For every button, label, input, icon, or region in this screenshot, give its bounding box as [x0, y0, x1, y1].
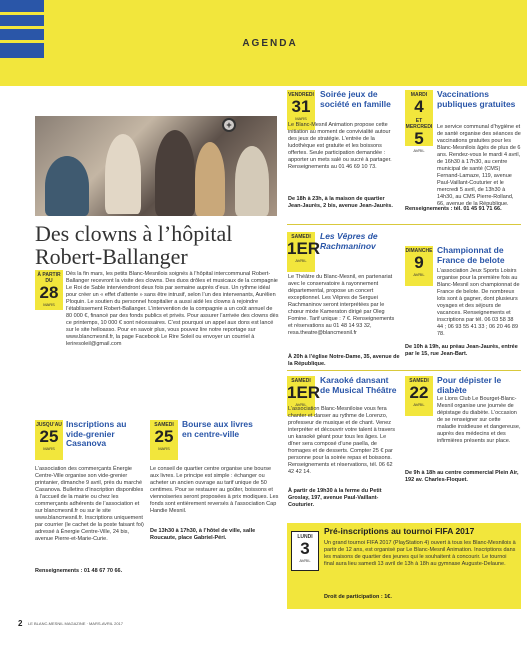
diabete-info: De 9h à 18h au centre commercial Plein Air, 192 av. Charles-Floquet.: [405, 470, 519, 483]
clowns-photo: [35, 116, 277, 216]
date-prefix: À PARTIR DU: [37, 272, 61, 284]
belote-title: Championnat de France de belote: [437, 245, 505, 265]
soiree-info: De 18h à 23h, à la maison de quartier Jean-Jaurès, 2 bis, avenue Jean-Jaurès.: [288, 196, 393, 209]
soiree-body: Le Blanc-Mesnil Animation propose cette initiation au moment de convivialité autour des jeux de stratégie. L’entrée de la ludothèque est gratuite et les boissons offertes. Seule participation demandée : apporter un mets salé ou sucré à partager. Renseignements au 01 46 69 10 73.: [288, 122, 392, 170]
soiree-date-badge: VENDREDI 31 MARS: [287, 90, 315, 130]
karaoke-title: Karaoké dansant de Musical Théâtre: [320, 375, 397, 395]
belote-info: De 10h à 19h, au préau Jean-Jaurès, entrée par le 15, rue Jean-Bart.: [405, 344, 518, 357]
vaccinations-info: Renseignements : tél. 01 45 91 71 66.: [405, 206, 502, 212]
date-day: 28: [39, 283, 59, 302]
section-divider: [287, 224, 521, 225]
karaoke-body: L’association Blanc-Mesniloise vous fera chanter et danser au rythme de Lorenzo, professeur de musique et de chant. Venez interpréter et découvrir votre talent à travers un karaoké géant pour tous les âges. Le dîner sera composé d’une paella, de fromages et de desserts. Compter 25 € par personne pour la soirée repas et boissons. Renseignements et réservations, tél. 06 62 42 42 14.: [288, 406, 395, 475]
fifa-date-badge: LUNDI 3 AVRIL: [291, 531, 319, 571]
diabete-body: Le Lions Club Le Bourget-Blanc-Mesnil organise une journée de dépistage du diabète. L’occasion de se renseigner sur cette maladie insidieuse et dangereuse, auprès des médecins et des infirmières présents sur place.: [437, 396, 521, 444]
city-crest-logo: [0, 0, 44, 58]
belote-body: L’association Jeux Sports Loisirs organise pour la première fois au Blanc-Mesnil son championnat de France de belote. De nombreux lots sont à gagner, dont plusieurs voyages et des séjours de vacances. Renseignements et inscriptions par tél. 06 03 58 38 44 ; 06 93 55 41 33 ; 06 20 46 89 78.: [437, 268, 520, 337]
fifa-body: Un grand tournoi FIFA 2017 (PlayStation 4) ouvert à tous les Blanc-Mesnilois à partir de 12 ans, est organisé par Le Blanc-Mesnil Animation. Inscriptions dans les maisons de quartier des jeunes qui le souhaitent à concourir. Le tournoi final aura lieu samedi 13 avril de 13h à 18h au gymnase Auguste-Delaune.: [324, 540, 516, 567]
bourse-date-badge: SAMEDI 25 MARS: [150, 420, 178, 460]
vepres-date-badge: SAMEDI 1ER AVRIL: [287, 232, 315, 272]
casanova-info: Renseignements : 01 48 67 70 66.: [35, 568, 123, 574]
main-headline: Des clowns à l’hôpital Robert-Ballanger: [35, 221, 233, 269]
vaccinations-date-badge: MARDI 4 ET MERCREDI 5 AVRIL: [405, 92, 433, 153]
fifa-info: Droit de participation : 1€.: [324, 594, 392, 600]
vepres-title: Les Vêpres de Rachmaninov: [320, 231, 378, 251]
vepres-info: À 20h à l’église Notre-Dame, 35, avenue de la République.: [288, 354, 400, 367]
belote-date-badge: DIMANCHE 9 AVRIL: [405, 246, 433, 286]
soiree-title: Soirée jeux de société en famille: [320, 89, 391, 109]
page-number: 2: [18, 619, 23, 628]
vaccinations-body: Le service communal d’hygiène et de santé organise des séances de vaccinations gratuites pour les Blanc-Mesnilois âgés de plus de 6 ans. Rendez-vous le mardi 4 avril, de 16h30 à 17h30, au centre municipal de santé (CMS) Fernand-Lamaze, 119, avenue Paul-Vaillant-Couturier et le mercredi 5 avril, de 13h30 à 14h30, au CMS Pierre-Rolland, 66, avenue de la République.: [437, 124, 521, 207]
vepres-body: Le Théâtre du Blanc-Mesnil, en partenariat avec le conservatoire à rayonnement départemental, propose un concert exceptionnel. Les Vêpres de Serguei Rachmaninov seront interprétées par le chœur mixte Kameraton dirigé par Oleg Fomine. Tarif unique : 7 €. Renseignements et réservations au 01 48 14 93 32, resa.theatre@blancmesnil.fr: [288, 274, 395, 336]
section-divider: [287, 370, 521, 371]
casanova-date-badge: JUSQU’AU 25 MARS: [35, 420, 63, 460]
bourse-info: De 13h30 à 17h30, à l’hôtel de ville, salle Roucaute, place Gabriel-Péri.: [150, 528, 256, 541]
page-title: AGENDA: [242, 38, 298, 49]
fifa-title: Pré-inscriptions au tournoi FIFA 2017: [324, 526, 475, 536]
main-article-date-badge: [35, 270, 63, 310]
karaoke-info: À partir de 19h30 à la ferme du Petit Groslay, 197, avenue Paul-Vaillant-Couturier.: [288, 488, 382, 508]
bourse-title: Bourse aux livres en centre-ville: [182, 419, 253, 439]
bourse-body: Le conseil de quartier centre organise une bourse aux livres. Le principe est simple : échanger ou acheter un ancien ouvrage au tarif unique de 50 centimes. Pour se restaurer au goûter, boissons et viennoiseries seront proposées à prix modiques. Les fonds sont entièrement reversés à l’association Cap Handie Mesnil.: [150, 466, 279, 514]
date-month: MARS: [43, 302, 55, 307]
vaccinations-title: Vaccinations publiques gratuites: [437, 89, 516, 109]
footer-text: LE BLANC-MESNIL MAGAZINE · MARS-AVRIL 2017: [28, 621, 123, 626]
casanova-body: L’association des commerçants Énergie Centre-Ville organise son vide-grenier printanier, dimanche 9 avril, près du marché Casanova. Bulletins d’inscription disponibles à l’accueil de la mairie ou chez les commerçants adhérents de l’association et sur blancmesnil.fr ou sur le site www.blancmesnil.fr. Inscriptions uniquement par courrier (le cachet de la poste faisant foi) adressé à Énergie Centre-Ville, 24 bis, avenue Pierre-et-Marie-Curie.: [35, 466, 144, 542]
zoom-icon[interactable]: +: [222, 118, 236, 132]
karaoke-date-badge: SAMEDI 1ER AVRIL: [287, 376, 315, 416]
diabete-date-badge: SAMEDI 22 AVRIL: [405, 376, 433, 416]
diabete-title: Pour dépister le diabète: [437, 375, 502, 395]
main-article-body: Dès la fin mars, les petits Blanc-Mesnilois soignés à l’hôpital intercommunal Robert-Ballanger recevront la visite des clowns. Des duos drôles et musicaux de la compagnie Le Roi de Sable interviendront deux fois par semaine auprès d’eux. Un rythme idéal pour créer un « effet d’attente » sans être intrusif, selon l’un des intervenants, Aurélien Ploquin. Le soutien du personnel hospitalier a aussi aidé les clowns à rejoindre l’établissement Robert-Ballanger. L’intervention de la compagnie a un coût annuel de 80 000 €, financé par des fonds publics et privés. Pour assurer l’arrivée des clowns dès ce printemps, 10 000 € sont nécessaires. C’est pourquoi un appel aux dons est lancé sur le site helloasso. Pour en savoir plus, vous pouvez lire notre reportage sur www.blancmesnil.fr, la page Facebook Le Rire Soleil ou envoyer un courriel à leriresoleil@gmail.com: [66, 271, 279, 347]
casanova-title: Inscriptions au vide-grenier Casanova: [66, 419, 127, 448]
